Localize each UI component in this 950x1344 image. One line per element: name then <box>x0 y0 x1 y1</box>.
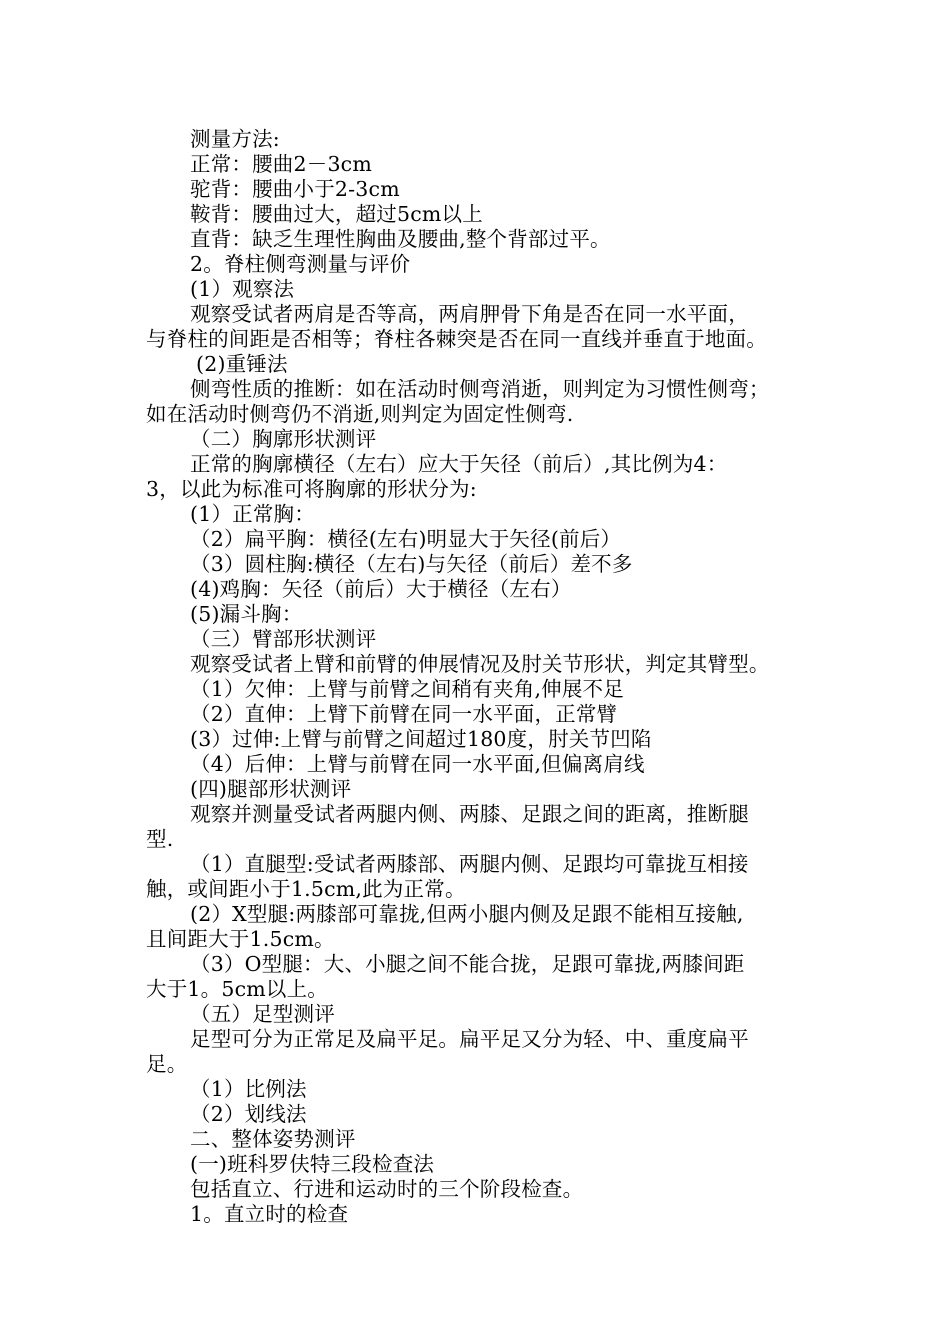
text-line: （1）直腿型:受试者两膝部、两腿内侧、足跟均可靠拢互相接 <box>190 852 749 876</box>
text-line: 观察受试者上臂和前臂的伸展情况及肘关节形状，判定其臂型。 <box>190 652 770 676</box>
text-line: （五）足型测评 <box>190 1002 335 1026</box>
text-line: 触，或间距小于1.5cm,此为正常。 <box>146 877 466 901</box>
text-line: (1）正常胸： <box>190 502 315 526</box>
text-line: (一)班科罗伕特三段检查法 <box>190 1152 435 1176</box>
text-line: 且间距大于1.5cm。 <box>146 927 335 951</box>
text-line: 正常：腰曲2－3cm <box>190 152 373 176</box>
text-line: 型. <box>146 827 174 851</box>
text-line: 测量方法: <box>190 127 280 151</box>
text-line: (5)漏斗胸： <box>190 602 303 626</box>
text-line: （1）欠伸：上臂与前臂之间稍有夹角,伸展不足 <box>190 677 624 701</box>
text-line: 大于1。5cm以上。 <box>146 977 329 1001</box>
text-line: （3）圆柱胸:横径（左右)与矢径（前后）差不多 <box>190 552 633 576</box>
text-line: （2）划线法 <box>190 1102 307 1126</box>
text-line: 观察并测量受试者两腿内侧、两膝、足跟之间的距离，推断腿 <box>190 802 749 826</box>
text-line: 1。直立时的检查 <box>190 1202 349 1226</box>
text-line: 3，以此为标准可将胸廓的形状分为: <box>146 477 477 501</box>
text-line: (3）过伸:上臂与前臂之间超过180度，肘关节凹陷 <box>190 727 652 751</box>
text-line: （三）臂部形状测评 <box>190 627 377 651</box>
text-line: 包括直立、行进和运动时的三个阶段检查。 <box>190 1177 584 1201</box>
text-line: 与脊柱的间距是否相等；脊柱各棘突是否在同一直线并垂直于地面。 <box>146 327 767 351</box>
text-line: （4）后伸：上臂与前臂在同一水平面,但偏离肩线 <box>190 752 645 776</box>
text-line: （3）O型腿：大、小腿之间不能合拢，足跟可靠拢,两膝间距 <box>190 952 745 976</box>
text-line: 正常的胸廓横径（左右）应大于矢径（前后）,其比例为4： <box>190 452 728 476</box>
text-line: 侧弯性质的推断：如在活动时侧弯消逝，则判定为习惯性侧弯； <box>190 377 770 401</box>
text-line: (2)重锤法 <box>196 352 288 376</box>
text-line: 足型可分为正常足及扁平足。扁平足又分为轻、中、重度扁平 <box>190 1027 749 1051</box>
text-line: 直背：缺乏生理性胸曲及腰曲,整个背部过平。 <box>190 227 611 251</box>
text-line: 驼背：腰曲小于2-3cm <box>190 177 400 201</box>
text-line: （二）胸廓形状测评 <box>190 427 377 451</box>
text-line: （2）扁平胸：横径(左右)明显大于矢径(前后） <box>190 527 622 551</box>
text-line: (1）观察法 <box>190 277 295 301</box>
text-line: (2）X型腿:两膝部可靠拢,但两小腿内侧及足跟不能相互接触, <box>190 902 744 926</box>
text-line: （2）直伸：上臂下前臂在同一水平面，正常臂 <box>190 702 618 726</box>
text-line: (4)鸡胸：矢径（前后）大于横径（左右） <box>190 577 572 601</box>
text-line: (四)腿部形状测评 <box>190 777 352 801</box>
text-line: 鞍背：腰曲过大，超过5cm以上 <box>190 202 483 226</box>
text-line: 足。 <box>146 1052 188 1076</box>
text-line: 二、整体姿势测评 <box>190 1127 356 1151</box>
text-line: 2。脊柱侧弯测量与评价 <box>190 252 411 276</box>
text-line: 观察受试者两肩是否等高，两肩胛骨下角是否在同一水平面， <box>190 302 749 326</box>
text-line: （1）比例法 <box>190 1077 307 1101</box>
text-line: 如在活动时侧弯仍不消逝,则判定为固定性侧弯. <box>146 402 574 426</box>
